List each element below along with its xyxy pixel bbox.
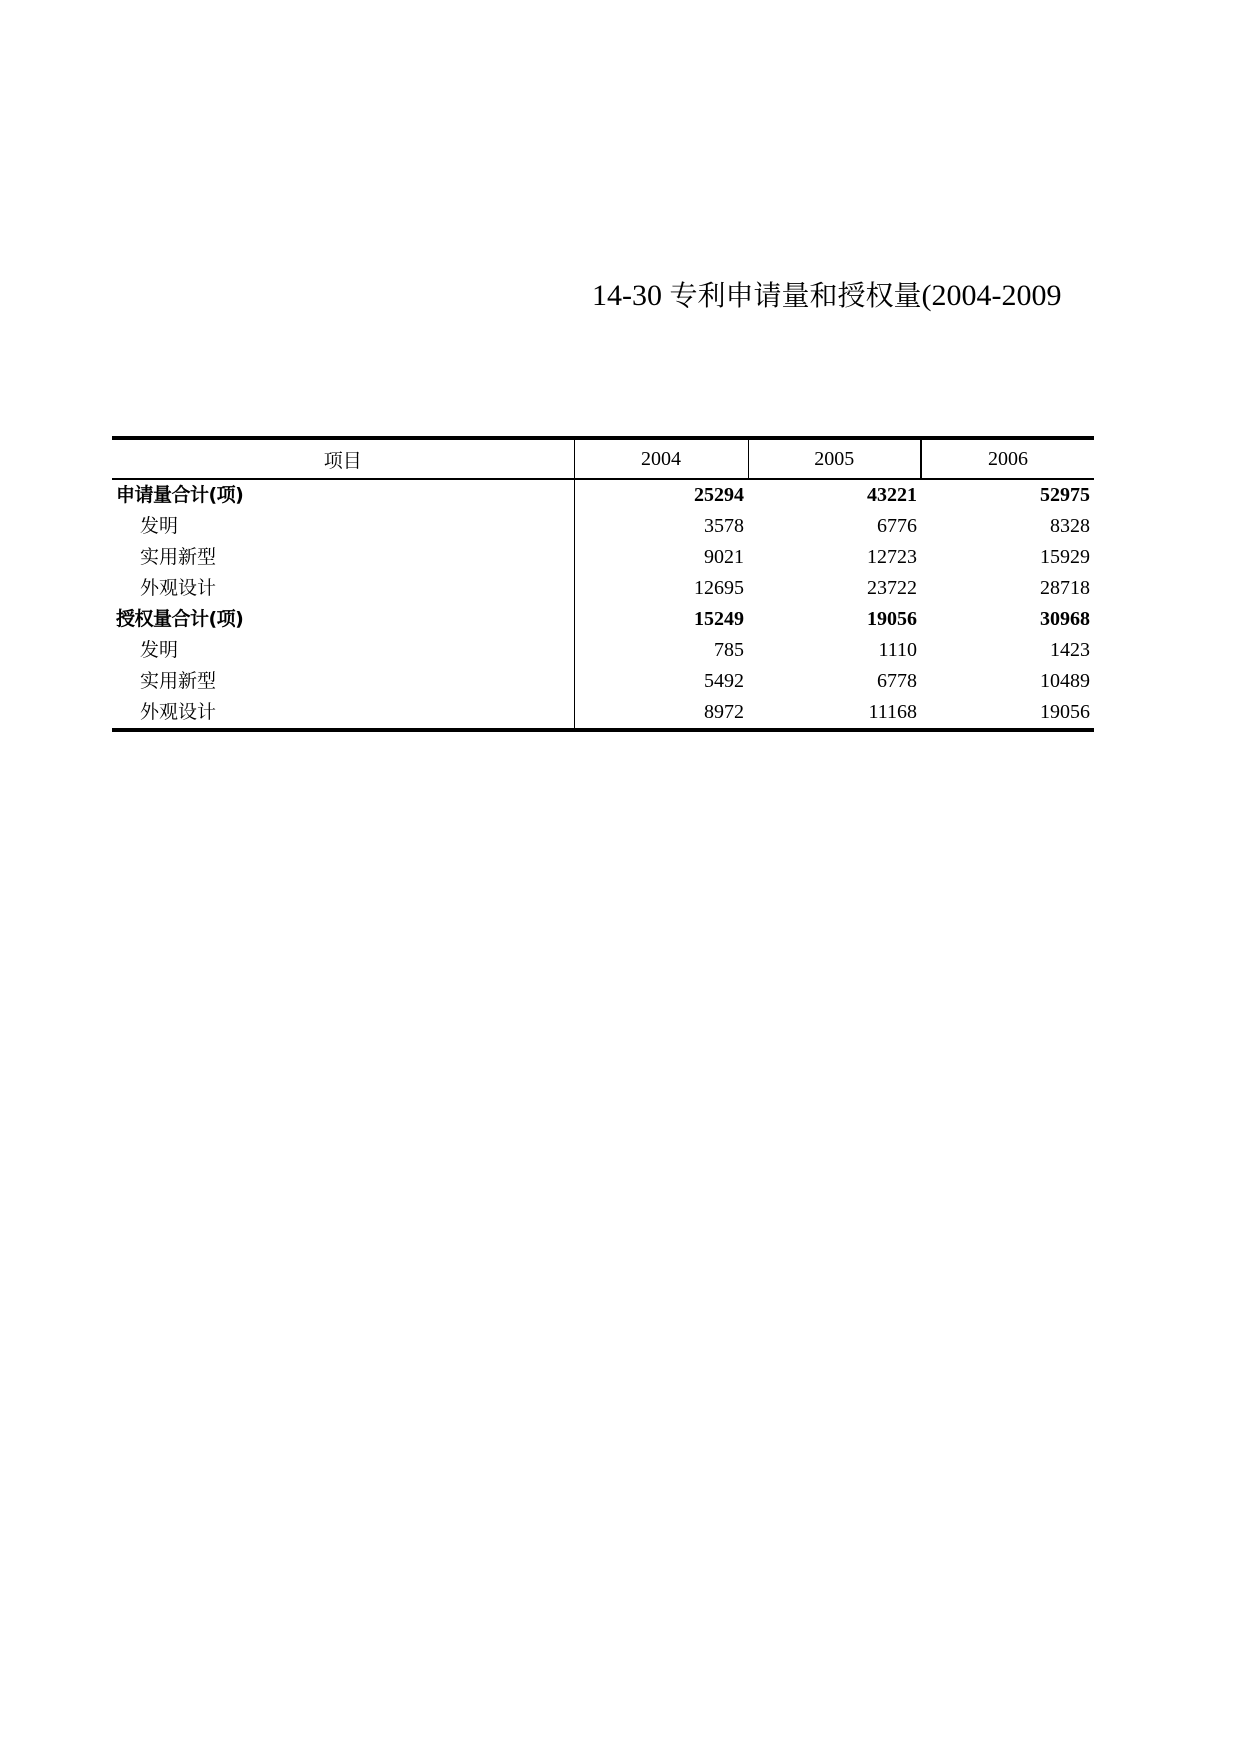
column-header-2006: 2006 [921,438,1094,479]
row-label: 外观设计 [112,573,574,604]
table-row-grant-design [112,697,1094,730]
cell-2006: 1423 [1050,639,1090,661]
table-row-application-invention [112,511,1094,542]
page-title [592,278,1095,314]
cell-2006: 10489 [1040,670,1090,692]
cell-2005: 6776 [877,515,917,537]
cell-2005: 6778 [877,670,917,692]
cell-2004: 15249 [694,608,744,630]
column-header-2005: 2005 [748,438,921,479]
table-row-grant-utility-model [112,666,1094,697]
cell-2004: 25294 [694,484,744,506]
row-label: 申请量合计(项) [112,479,574,511]
cell-2006: 8328 [1050,515,1090,537]
cell-2005: 43221 [867,484,917,506]
table-row-grant-total [112,604,1094,635]
row-label: 实用新型 [112,542,574,573]
row-label: 发明 [112,635,574,666]
cell-2004: 3578 [704,515,744,537]
cell-2005: 19056 [867,608,917,630]
cell-2004: 5492 [704,670,744,692]
row-label: 发明 [112,511,574,542]
patent-statistics-table [112,436,1094,732]
cell-2006: 15929 [1040,546,1090,568]
cell-2005: 12723 [867,546,917,568]
table-row-grant-invention [112,635,1094,666]
cell-2006: 28718 [1040,577,1090,599]
title-text: 专利申请量和授权量 [669,279,922,312]
cell-2006: 19056 [921,697,1094,730]
title-number: 14-30 [592,279,670,312]
row-label: 外观设计 [112,697,574,730]
column-header-2004: 2004 [574,438,748,479]
cell-2006: 30968 [1040,608,1090,630]
row-label: 授权量合计(项) [112,604,574,635]
cell-2005: 23722 [867,577,917,599]
column-header-item: 项目 [112,438,574,479]
table-header-row [112,438,1094,479]
cell-2006: 52975 [1040,484,1090,506]
cell-2005: 11168 [748,697,921,730]
cell-2004: 8972 [574,697,748,730]
table-row-application-total [112,479,1094,511]
table-row-application-design [112,573,1094,604]
cell-2004: 785 [714,639,744,661]
title-years: (2004-2009 [921,279,1062,312]
cell-2004: 12695 [694,577,744,599]
row-label: 实用新型 [112,666,574,697]
table-row-application-utility-model [112,542,1094,573]
cell-2005: 1110 [878,639,917,661]
cell-2004: 9021 [704,546,744,568]
